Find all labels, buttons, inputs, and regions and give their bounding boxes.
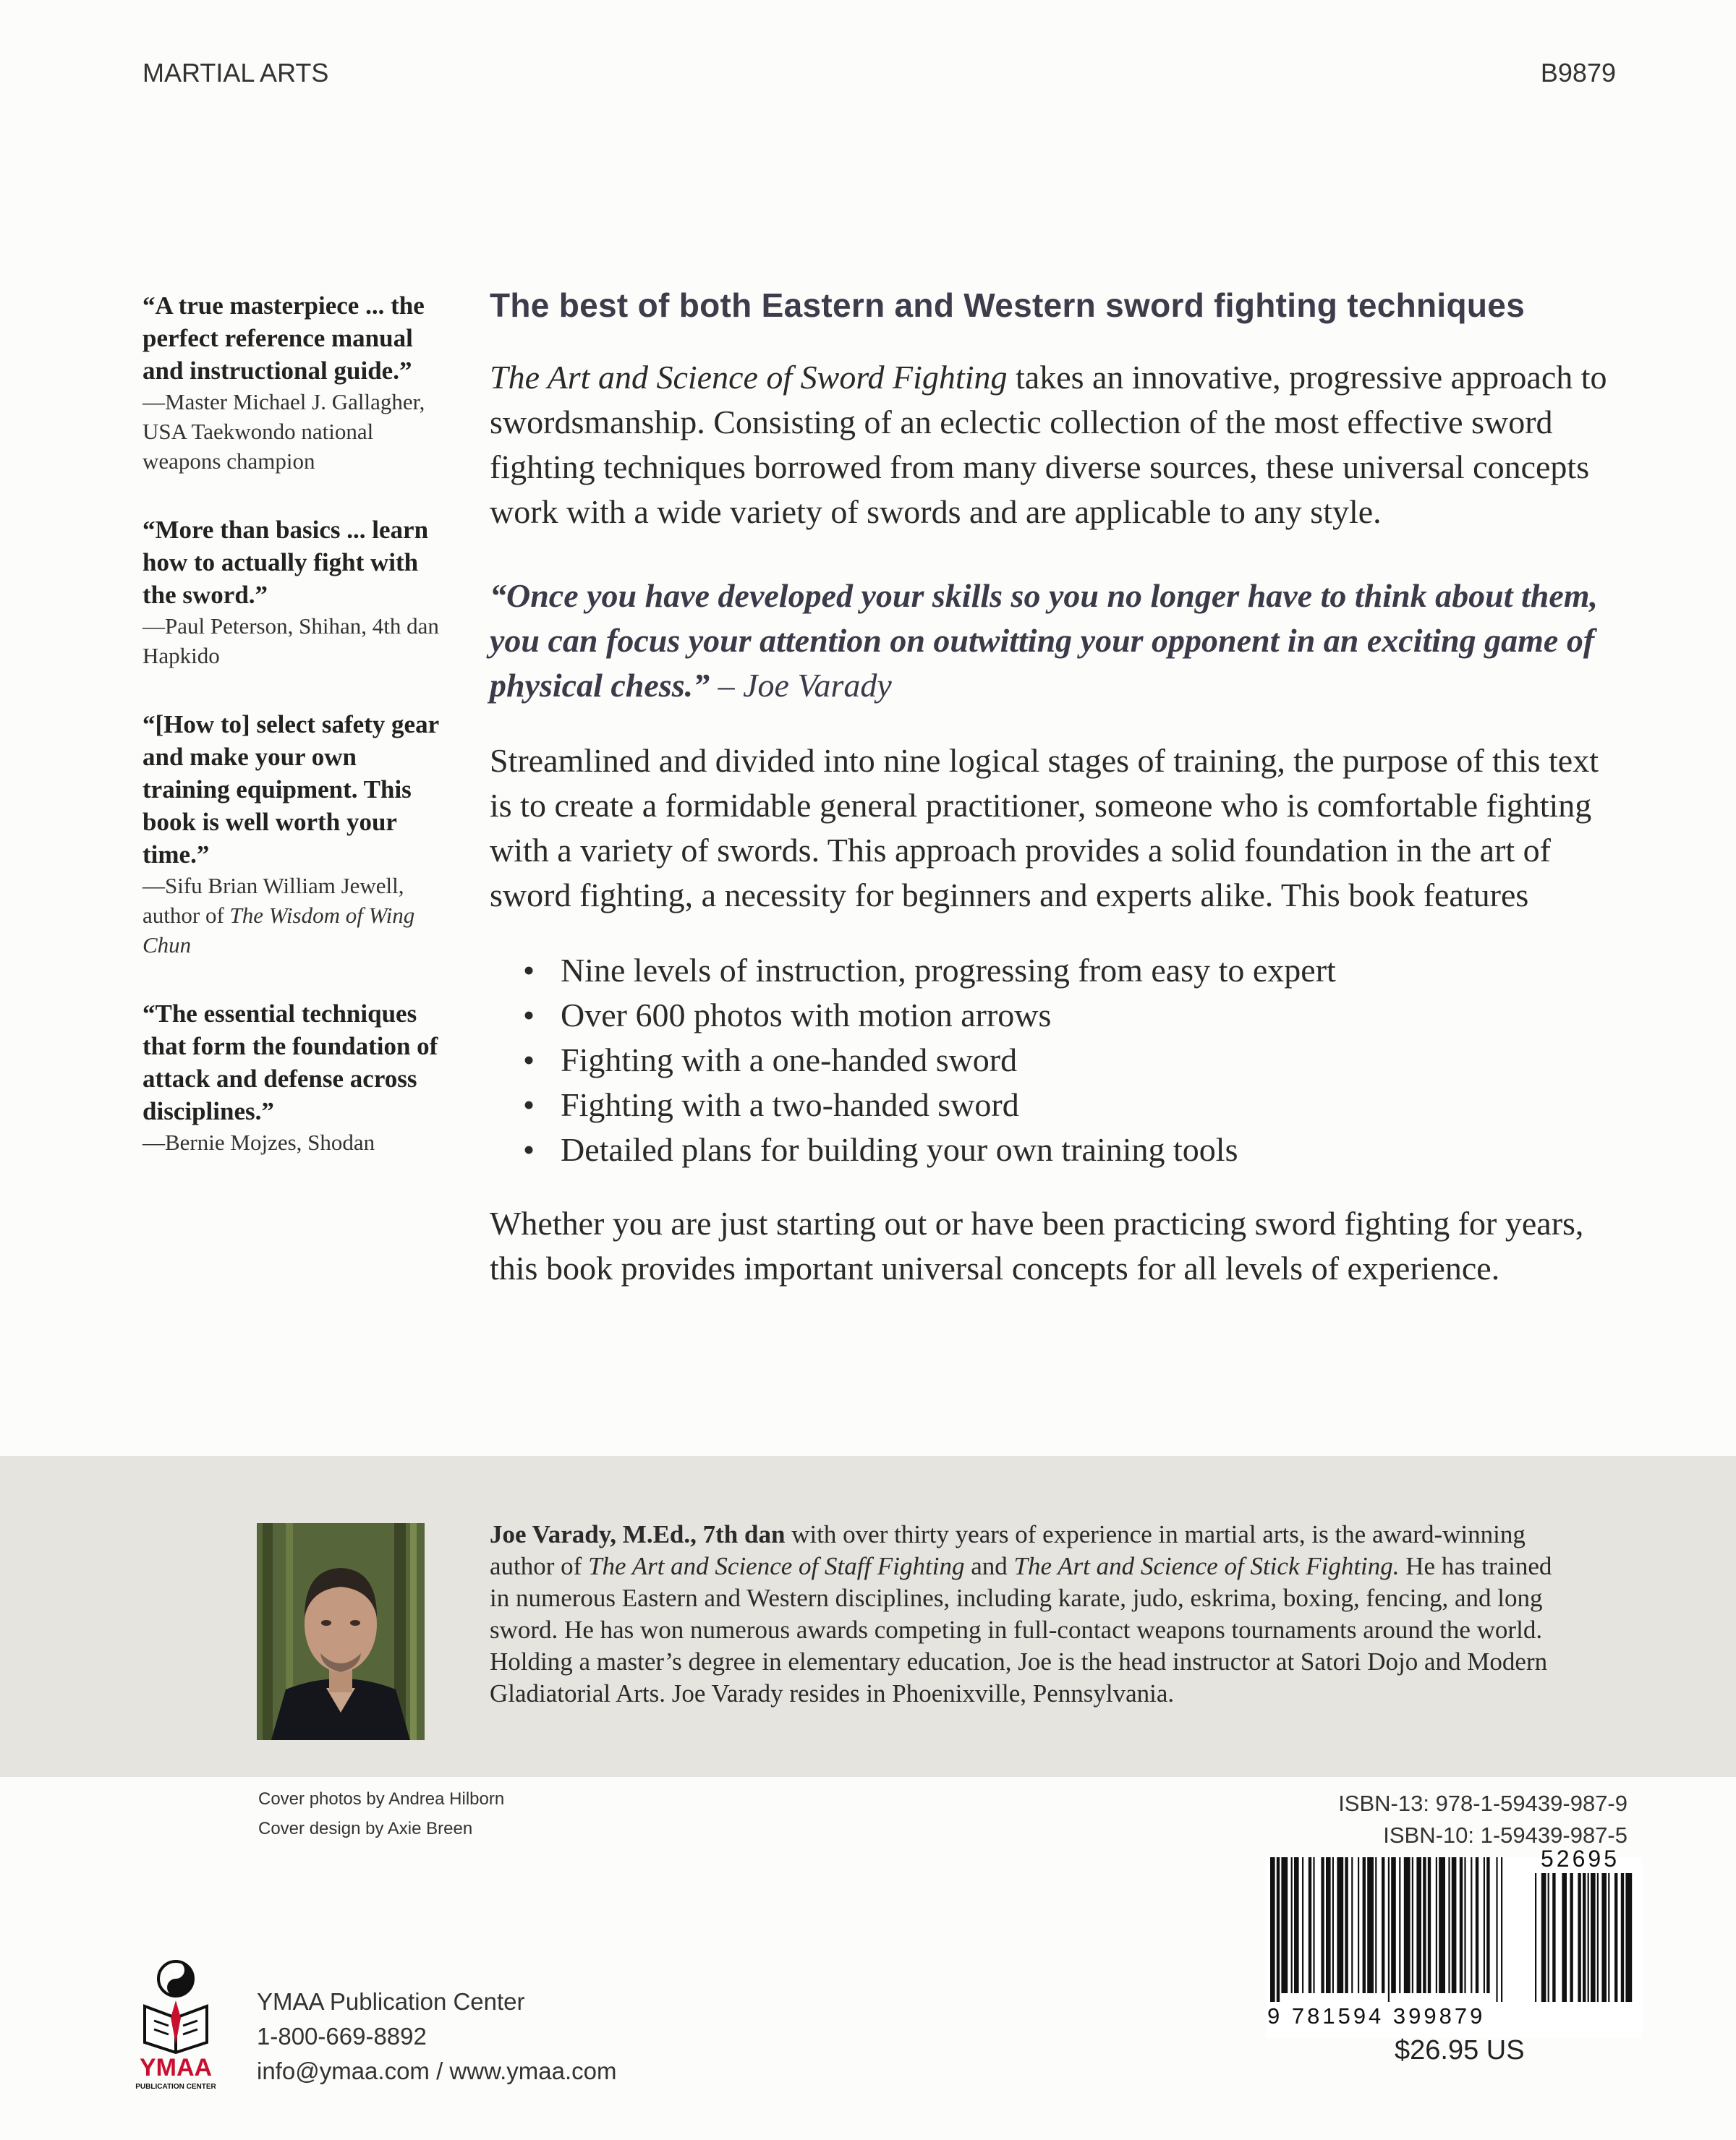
bio-text: and bbox=[964, 1552, 1014, 1580]
barcode-bar bbox=[1404, 1857, 1410, 1993]
bio-text: He has trained in numerous Eastern and Western disciplines, including karate, judo, eskrima, boxing, fencing, and long sword. He has won numerous awards competing in full-contact weapons tournaments around the world. Holding a master’s degree in elementary education, Joe is the head instructor at Satori Dojo and Modern Gladiatorial Arts. Joe Varady resides in Phoenixville, Pennsylvania. bbox=[490, 1552, 1552, 1708]
barcode-bar bbox=[1601, 1873, 1607, 2002]
barcode-bar bbox=[1302, 1857, 1303, 1993]
barcode-bar bbox=[1452, 1857, 1457, 1993]
feature-item: • Fighting with a one-handed sword bbox=[523, 1038, 1618, 1083]
attribution-text: —Sifu Brian William Jewell, author of bbox=[142, 873, 404, 928]
isbn-block bbox=[1338, 1788, 1628, 1851]
barcode-bar bbox=[1578, 1873, 1580, 2002]
barcode-bar bbox=[1345, 1857, 1348, 1993]
barcode-bar bbox=[1591, 1873, 1596, 2002]
barcode-bar bbox=[1375, 1857, 1377, 1993]
barcode-bar bbox=[1608, 1873, 1609, 2002]
barcode-bar bbox=[1486, 1857, 1489, 1993]
publisher-info bbox=[257, 1985, 616, 2089]
barcode-bar bbox=[1313, 1857, 1314, 1993]
barcode-bar bbox=[1332, 1857, 1334, 1993]
barcode-bar bbox=[1541, 1873, 1546, 2002]
barcode-bar bbox=[1309, 1857, 1311, 1993]
barcode-bar bbox=[1471, 1857, 1472, 1993]
intro-paragraph bbox=[490, 355, 1618, 534]
endorsement bbox=[142, 289, 446, 476]
headline: The best of both Eastern and Western sword fighting techniques bbox=[490, 286, 1526, 324]
endorsement-attribution bbox=[142, 871, 446, 960]
endorsement bbox=[142, 708, 446, 960]
endorsement-quote: “A true masterpiece ... the perfect reference manual and instructional guide.” bbox=[142, 291, 425, 385]
description-paragraph: Streamlined and divided into nine logical stages of training, the purpose of this text is to create a formidable general practitioner, someone who is comfortable fighting with a variety of swords. This approach provides a solid foundation in the art of sword fighting, a necessity for beginners and experts alike. This book features bbox=[490, 742, 1599, 913]
publisher-contact: info@ymaa.com / www.ymaa.com bbox=[257, 2058, 617, 2084]
feature-item: • Detailed plans for building your own training tools bbox=[523, 1127, 1618, 1172]
barcode-bar bbox=[1562, 1873, 1567, 2002]
description-column bbox=[490, 286, 1618, 1321]
barcode-bar bbox=[1588, 1873, 1589, 2002]
feature-item: • Nine levels of instruction, progressing from easy to expert bbox=[523, 948, 1618, 993]
bio-book-title: The Art and Science of Stick Fighting. bbox=[1013, 1552, 1400, 1580]
price: $26.95 US bbox=[1395, 2035, 1525, 2066]
ymaa-logo-icon bbox=[129, 1957, 223, 2094]
publisher-phone: 1-800-669-8892 bbox=[257, 2023, 427, 2050]
barcode-bar bbox=[1337, 1857, 1343, 1993]
logo-text: YMAA bbox=[139, 2054, 213, 2081]
barcode-bar bbox=[1363, 1857, 1366, 1993]
logo-subtext: PUBLICATION CENTER bbox=[135, 2083, 216, 2091]
endorsement-quote: “More than basics ... learn how to actually fight with the sword.” bbox=[142, 516, 429, 609]
barcode-bar bbox=[1476, 1857, 1478, 1993]
barcode-bar bbox=[1439, 1857, 1445, 1993]
barcode-bar bbox=[1548, 1873, 1549, 2002]
isbn-13: ISBN-13: 978-1-59439-987-9 bbox=[1338, 1791, 1628, 1816]
barcode-bar bbox=[1484, 1857, 1485, 1993]
barcode-bar bbox=[1428, 1857, 1431, 1993]
barcode-bar bbox=[1270, 1857, 1275, 2002]
category-label: MARTIAL ARTS bbox=[142, 58, 329, 88]
closing-paragraph: Whether you are just starting out or have been practicing sword fighting for years, this book provides important universal concepts for all levels of experience. bbox=[490, 1205, 1584, 1287]
endorsements-column bbox=[142, 289, 446, 1195]
barcode-bar bbox=[1570, 1873, 1573, 2002]
endorsement-quote: “The essential techniques that form the foundation of attack and defense across disciplines.” bbox=[142, 999, 438, 1125]
price-code: 52695 bbox=[1541, 1846, 1620, 1872]
endorsement-attribution: —Master Michael J. Gallagher, USA Taekwondo national weapons champion bbox=[142, 389, 425, 474]
barcode-bar bbox=[1460, 1857, 1463, 1993]
feature-item: • Over 600 photos with motion arrows bbox=[523, 993, 1618, 1038]
intro-text: takes an innovative, progressive approach to swordsmanship. Consisting of an eclectic collection of the most effective sword fighting techniques borrowed from many diverse sources, these universal concepts work with a wide variety of swords and are applicable to any style. bbox=[490, 359, 1607, 530]
author-name: Joe Varady, M.Ed., 7th dan bbox=[490, 1520, 786, 1548]
features-list bbox=[490, 948, 1618, 1172]
barcode-bar bbox=[1583, 1873, 1586, 2002]
endorsement bbox=[142, 997, 446, 1157]
barcode-bar bbox=[1391, 1857, 1396, 1993]
endorsement-attribution: —Bernie Mojzes, Shodan bbox=[142, 1130, 375, 1155]
feature-item: • Fighting with a two-handed sword bbox=[523, 1083, 1618, 1127]
design-credit: Cover design by Axie Breen bbox=[258, 1819, 473, 1838]
barcode-bar bbox=[1294, 1857, 1299, 1993]
author-portrait-icon bbox=[257, 1523, 425, 1740]
barcode-bar bbox=[1351, 1857, 1353, 1993]
barcode-bar bbox=[1625, 1873, 1632, 2002]
endorsement-quote: “[How to] select safety gear and make your own training equipment. This book is well worth your time.” bbox=[142, 710, 439, 869]
barcode-bar bbox=[1321, 1857, 1324, 1993]
barcode-bar bbox=[1382, 1857, 1384, 1993]
barcode-bar bbox=[1416, 1857, 1421, 1993]
author-photo bbox=[257, 1523, 425, 1740]
barcode-bar bbox=[1412, 1857, 1413, 1993]
barcode-bar bbox=[1448, 1857, 1450, 1993]
barcode-bar bbox=[1358, 1857, 1359, 1993]
barcode-bar bbox=[1326, 1857, 1331, 1993]
author-quote bbox=[490, 574, 1618, 708]
barcode-bar bbox=[1621, 1873, 1624, 2002]
barcode-bar bbox=[1614, 1873, 1617, 2002]
barcode-bar bbox=[1291, 1857, 1293, 1993]
attribution-book-title: The Wisdom of Wing Chun bbox=[142, 903, 415, 958]
barcode-digits: 9 781594 399879 bbox=[1267, 2003, 1486, 2029]
author-quote-attribution: – Joe Varady bbox=[710, 667, 892, 704]
barcode-bar bbox=[1501, 1857, 1502, 2002]
barcode-bar bbox=[1552, 1873, 1555, 2002]
cover-credits bbox=[258, 1784, 504, 1843]
barcode-bar bbox=[1597, 1873, 1599, 2002]
barcode-bar bbox=[1277, 1857, 1280, 2002]
barcode-bar bbox=[1367, 1857, 1374, 1993]
book-code: B9879 bbox=[1540, 58, 1616, 88]
author-bio bbox=[490, 1519, 1560, 1710]
barcode-icon bbox=[1266, 1857, 1642, 2002]
barcode-bar bbox=[1423, 1857, 1426, 1993]
barcode-bar bbox=[1535, 1873, 1536, 2002]
publisher-name: YMAA Publication Center bbox=[257, 1988, 525, 2015]
book-title: The Art and Science of Sword Fighting bbox=[490, 359, 1008, 396]
bio-text: with over thirty years of experience in martial arts, is the award-winning author of bbox=[490, 1520, 1526, 1580]
publisher-logo bbox=[129, 1957, 223, 2094]
barcode-bar bbox=[1281, 1857, 1288, 1993]
endorsement bbox=[142, 513, 446, 670]
barcode-bar bbox=[1496, 1857, 1497, 2002]
barcode-bar bbox=[1464, 1857, 1465, 1993]
barcode-bar bbox=[1399, 1857, 1400, 1993]
endorsement-attribution: —Paul Peterson, Shihan, 4th dan Hapkido bbox=[142, 613, 439, 668]
bio-book-title: The Art and Science of Staff Fighting bbox=[588, 1552, 965, 1580]
barcode-bar bbox=[1436, 1857, 1437, 1993]
barcode-bar bbox=[1388, 1857, 1390, 2002]
author-quote-text: “Once you have developed your skills so you no longer have to think about them, you can focus your attention on outwitting your opponent in an exciting game of physical chess.” bbox=[490, 577, 1599, 704]
isbn-10: ISBN-10: 1-59439-987-5 bbox=[1383, 1823, 1628, 1848]
photo-credit: Cover photos by Andrea Hilborn bbox=[258, 1789, 505, 1809]
